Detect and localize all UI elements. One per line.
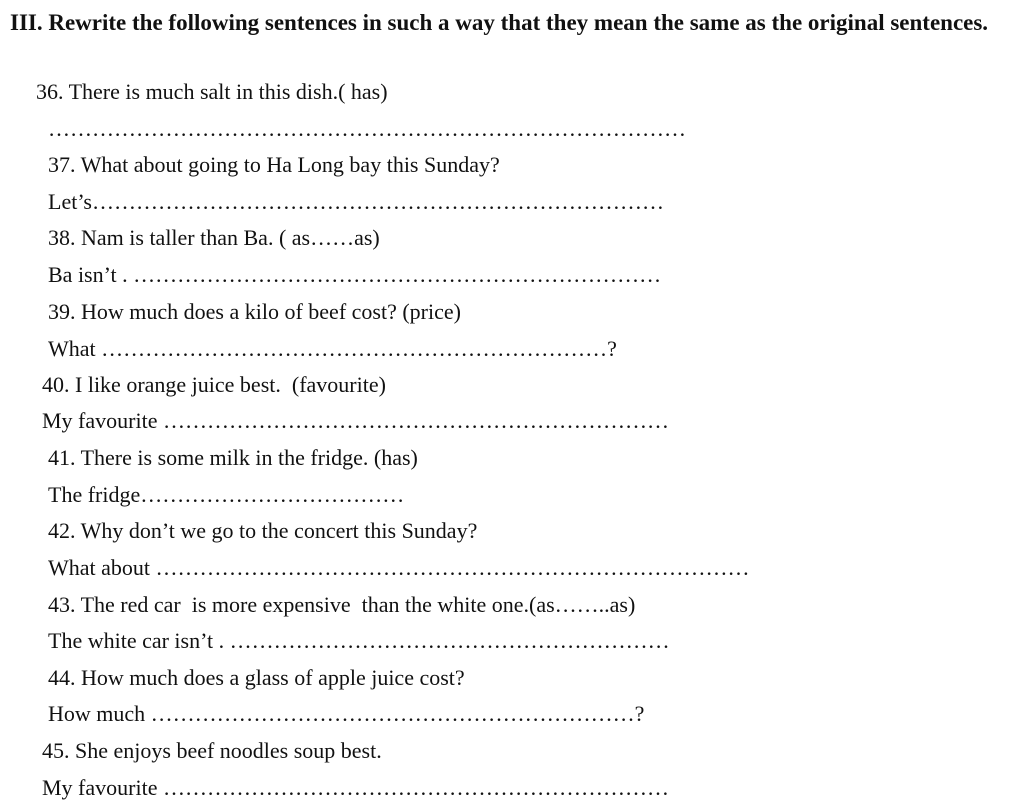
question-43: 43. The red car is more expensive than the white one.(as……..as) xyxy=(48,592,636,617)
answer-line-44: How much …………………………………………………………? xyxy=(48,701,645,726)
question-45: 45. She enjoys beef noodles soup best. xyxy=(42,738,382,763)
answer-line-37: Let’s…………………………………………………………………… xyxy=(48,189,664,214)
question-37: 37. What about going to Ha Long bay this Sunday? xyxy=(48,152,500,177)
question-39: 39. How much does a kilo of beef cost? (price) xyxy=(48,299,461,324)
question-42: 42. Why don’t we go to the concert this Sunday? xyxy=(48,518,478,543)
answer-line-41: The fridge……………………………… xyxy=(48,482,405,507)
answer-line-45: My favourite …………………………………………………………… xyxy=(42,775,669,800)
question-41: 41. There is some milk in the fridge. (has) xyxy=(48,445,418,470)
answer-line-39: What ……………………………………………………………? xyxy=(48,336,617,361)
answer-line-38: Ba isn’t . ……………………………………………………………… xyxy=(48,262,662,287)
answer-line-40: My favourite …………………………………………………………… xyxy=(42,408,669,433)
answer-line-42: What about ……………………………………………………………………… xyxy=(48,555,750,580)
question-40: 40. I like orange juice best. (favourite) xyxy=(42,372,386,397)
answer-line-36: …………………………………………………………………………… xyxy=(48,116,686,141)
question-44: 44. How much does a glass of apple juice cost? xyxy=(48,665,465,690)
question-38: 38. Nam is taller than Ba. ( as……as) xyxy=(48,225,380,250)
answer-line-43: The white car isn’t . …………………………………………………… xyxy=(48,628,670,653)
section-heading: III. Rewrite the following sentences in such a way that they mean the same as the original sentences. xyxy=(10,10,989,35)
question-36: 36. There is much salt in this dish.( has) xyxy=(36,79,388,104)
